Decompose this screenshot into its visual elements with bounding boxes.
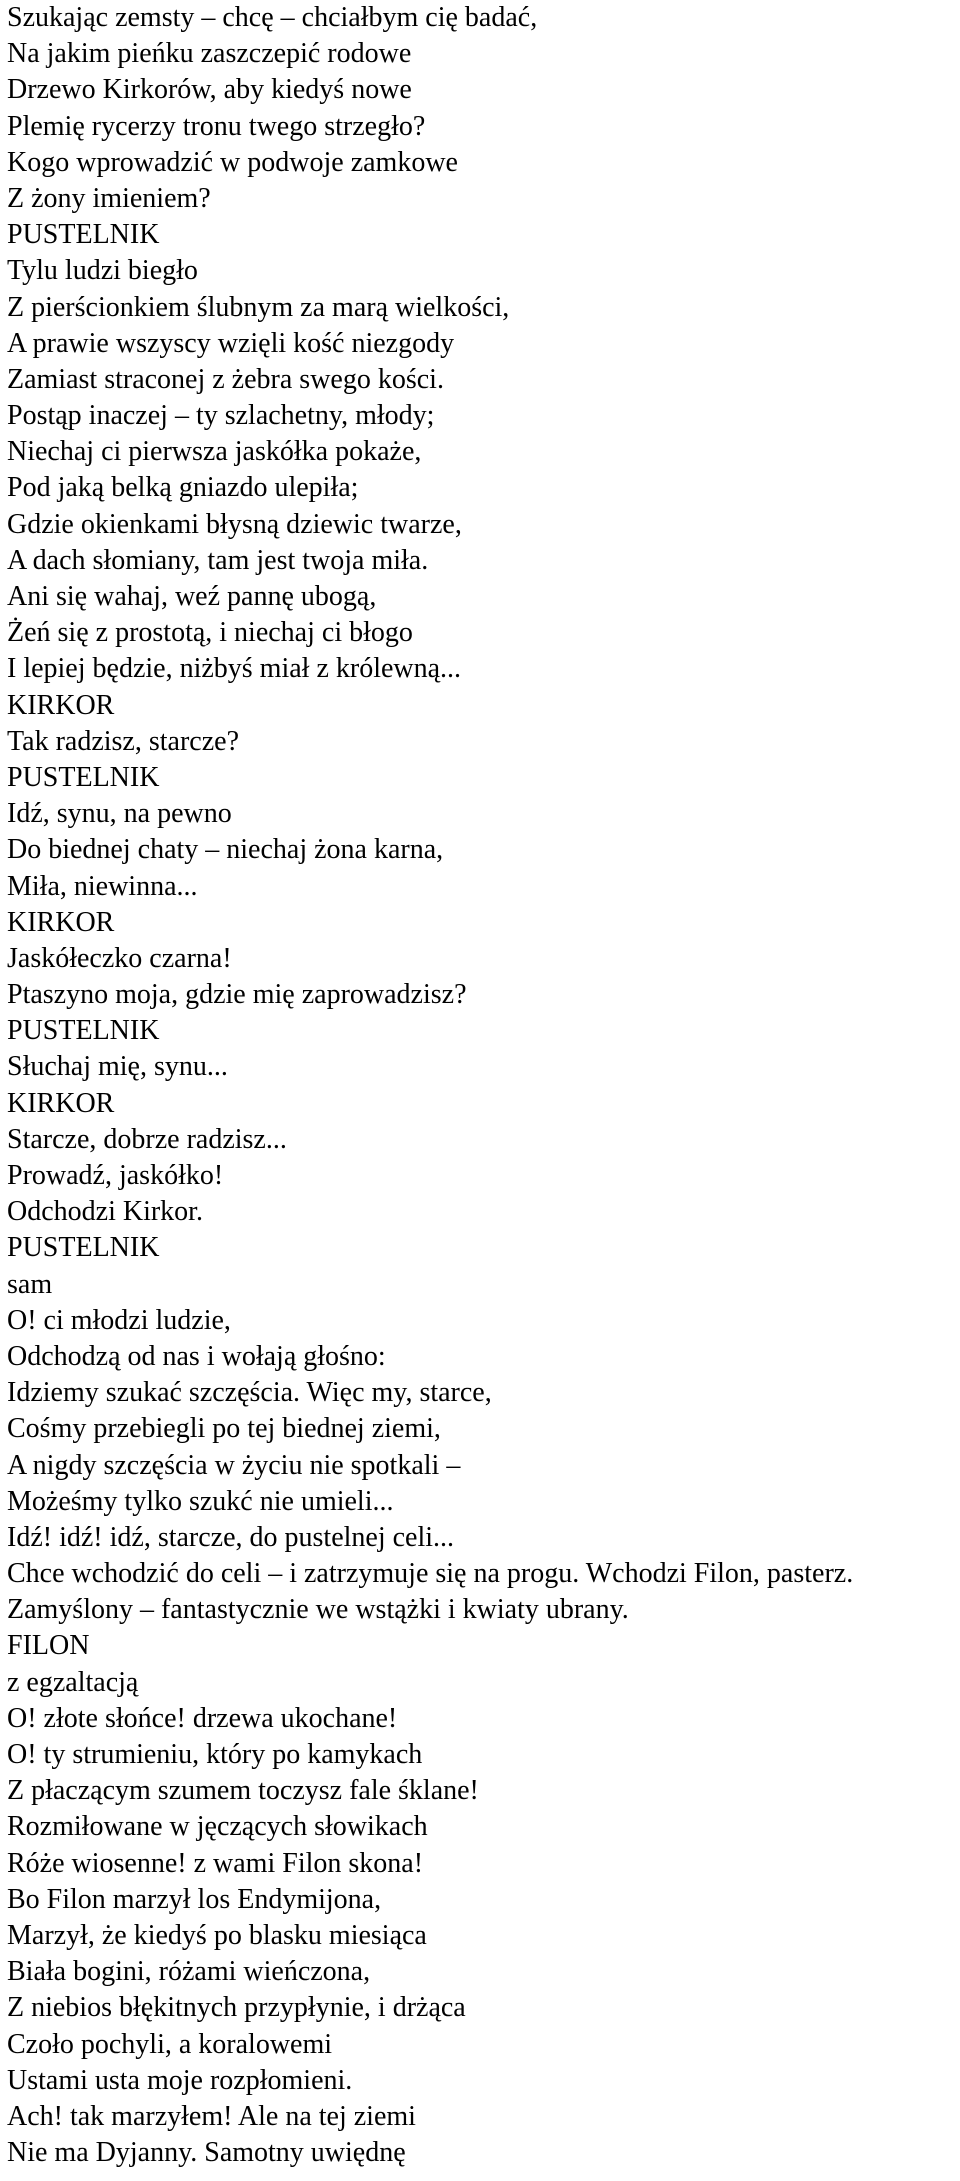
text-line: Marzył, że kiedyś po blasku miesiąca [7,1919,427,1951]
text-line: Odchodzą od nas i wołają głośno: [7,1340,386,1372]
text-line: Biała bogini, różami wieńczona, [7,1956,371,1988]
text-line: O! złote słońce! drzewa ukochane! [7,1702,398,1734]
text-line: Pod jaką belką gniazdo ulepiła; [7,472,359,504]
text-line: Jaskółeczko czarna! [7,942,232,974]
text-line: FILON [7,1630,90,1662]
text-line: KIRKOR [7,906,115,938]
text-line: Do biednej chaty – niechaj żona karna, [7,834,444,866]
text-line: Możeśmy tylko szukć nie umieli... [7,1485,394,1517]
text-line: Niechaj ci pierwsza jaskółka pokaże, [7,436,422,468]
text-line: Idź, synu, na pewno [7,798,232,830]
text-line: Idziemy szukać szczęścia. Więc my, starce, [7,1377,492,1409]
text-line: Tylu ludzi biegło [7,255,198,287]
text-line: Postąp inaczej – ty szlachetny, młody; [7,400,435,432]
text-line: Ptaszyno moja, gdzie mię zaprowadzisz? [7,979,467,1011]
text-line: Szukając zemsty – chcę – chciałbym cię badać, [7,2,538,33]
text-line: O! ci młodzi ludzie, [7,1304,231,1336]
text-line: Żeń się z prostotą, i niechaj ci błogo [7,617,413,649]
text-line: Starcze, dobrze radzisz... [7,1123,287,1155]
text-line: Plemię rycerzy tronu twego strzegło? [7,110,426,142]
text-line: Chce wchodzić do celi – i zatrzymuje się na progu. Wchodzi Filon, pasterz. [7,1558,854,1590]
document-text [7,0,957,2171]
text-line: sam [7,1268,53,1300]
text-line: Gdzie okienkami błysną dziewic twarze, [7,508,462,540]
text-line: Ach! tak marzyłem! Ale na tej ziemi [7,2100,416,2132]
text-line: Na jakim pieńku zaszczepić rodowe [7,38,412,70]
text-line: Róże wiosenne! z wami Filon skona! [7,1847,424,1879]
text-line: PUSTELNIK [7,219,160,251]
text-line: KIRKOR [7,689,115,721]
text-line: Tak radzisz, starcze? [7,725,239,757]
text-line: Z pierścionkiem ślubnym za marą wielkości, [7,291,510,323]
text-line: z egzaltacją [7,1666,139,1698]
text-line: Prowadź, jaskółko! [7,1160,224,1191]
text-line: Miła, niewinna... [7,870,198,902]
text-line: Rozmiłowane w jęczących słowikach [7,1811,428,1843]
text-line: Ani się wahaj, weź pannę ubogą, [7,581,377,612]
text-line: Idź! idź! idź, starcze, do pustelnej celi... [7,1521,455,1553]
text-line: A nigdy szczęścia w życiu nie spotkali – [7,1449,461,1481]
text-line: Ustami usta moje rozpłomieni. [7,2064,353,2096]
text-line: Drzewo Kirkorów, aby kiedyś nowe [7,74,412,106]
text-line: O! ty strumieniu, który po kamykach [7,1739,423,1770]
text-line: Bo Filon marzył los Endymijona, [7,1883,382,1915]
text-line: Zamiast straconej z żebra swego kości. [7,363,444,395]
text-line: PUSTELNIK [7,761,160,793]
text-line: A dach słomiany, tam jest twoja miła. [7,544,429,576]
text-line: Słuchaj mię, synu... [7,1051,228,1083]
text-line: PUSTELNIK [7,1015,160,1047]
text-line: A prawie wszyscy wzięli kość niezgody [7,327,455,359]
text-line: Odchodzi Kirkor. [7,1196,203,1228]
text-line: Cośmy przebiegli po tej biednej ziemi, [7,1413,441,1445]
text-line: Z płaczącym szumem toczysz fale śklane! [7,1775,479,1807]
text-line: Zamyślony – fantastycznie we wstążki i kwiaty ubrany. [7,1594,629,1626]
text-line: Z żony imieniem? [7,182,211,214]
text-line: PUSTELNIK [7,1232,160,1264]
text-line: Z niebios błękitnych przypłynie, i drżąca [7,1992,466,2024]
text-line: KIRKOR [7,1087,115,1119]
text-line: Czoło pochyli, a koralowemi [7,2028,333,2060]
text-line: Kogo wprowadzić w podwoje zamkowe [7,146,458,178]
text-line: I lepiej będzie, niżbyś miał z królewną... [7,653,462,685]
text-line: Nie ma Dyjanny. Samotny uwiędnę [7,2137,406,2169]
